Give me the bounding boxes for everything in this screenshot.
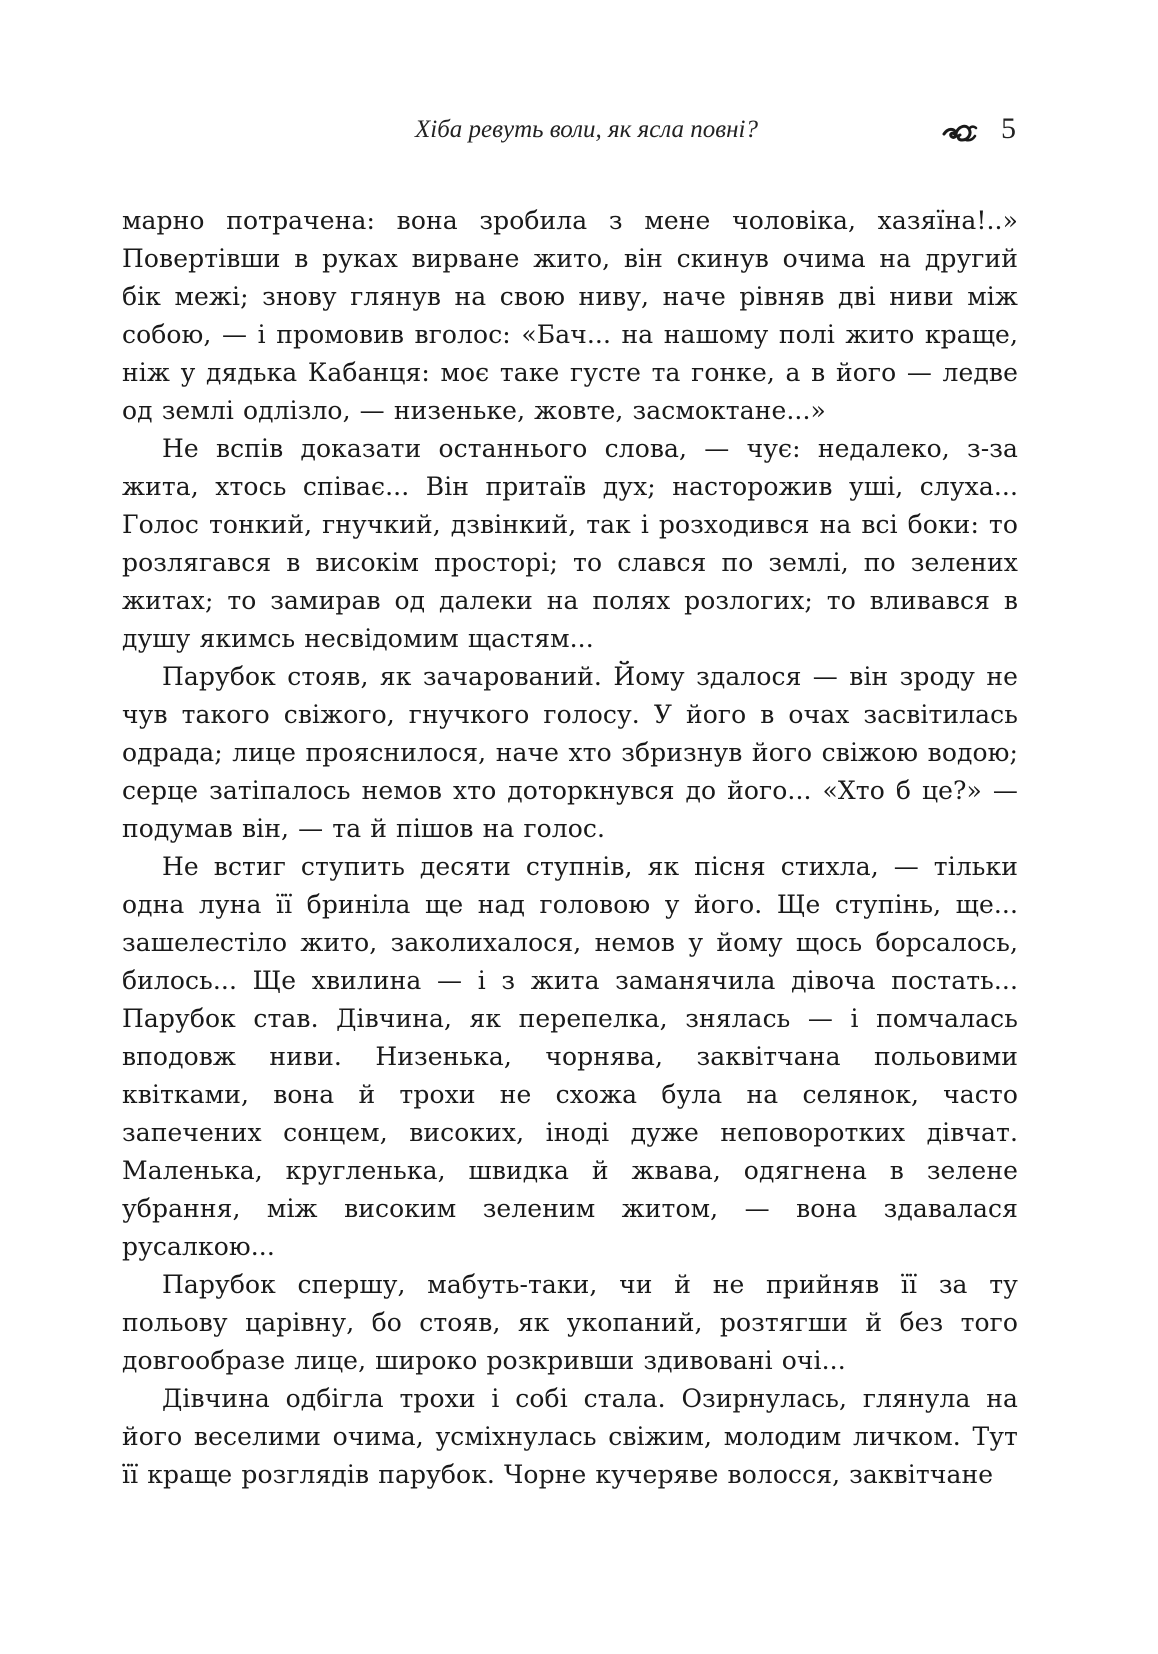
paragraph-1: марно потрачена: вона зробила з мене чоловіка, хазяїна!..» Повертівши в руках вирване жито, він скинув очима на другий бік межі; знову глянув на свою ниву, наче рівняв дві ниви між собою, — і промовив вголос: «Бач... на нашому полі жито краще, ніж у дядька Кабанця: моє таке густе та гонке, а в його — ледве од землі одлізло, — низеньке, жовте, засмоктане...» <box>122 206 1018 425</box>
paragraph-3: Парубок стояв, як зачарований. Йому здалося — він зроду не чув такого свіжого, гнучкого голосу. У його в очах засвітилась одрада; лице прояснилося, наче хто збризнув його свіжою водою; серце затіпалось немов хто доторкнувся до його... «Хто б це?» — подумав він, — та й пішов на голос. <box>122 662 1018 843</box>
fleuron-icon <box>942 120 978 144</box>
running-title: Хіба ревуть воли, як ясла повні? <box>414 116 758 143</box>
running-head <box>120 112 1018 152</box>
paragraph-6: Дівчина одбігла трохи і собі стала. Озирнулась, глянула на його веселими очима, усміхнулась свіжим, молодим личком. Тут її краще розглядів парубок. Чорне кучеряве волосся, заквітчане <box>122 1384 1018 1489</box>
page-number: 5 <box>1001 112 1016 145</box>
paragraph-4: Не встиг ступить десяти ступнів, як пісня стихла, — тільки одна луна її бриніла ще над головою у його. Ще ступінь, ще... зашелестіло жито, заколихалося, немов у йому щось борсалось, билось... Ще хвилина — і з жита заманячила дівоча постать... Парубок став. Дівчина, як перепелка, знялась — і помчалась вподовж ниви. Низенька, чорнява, заквітчана польовими квітками, вона й трохи не схожа була на селянок, часто запечених сонцем, високих, іноді дуже неповоротких дівчат. Маленька, кругленька, швидка й жвава, одягнена в зелене убрання, між високим зеленим житом, — вона здавалася русалкою... <box>122 852 1018 1261</box>
paragraph-5: Парубок спершу, мабуть-таки, чи й не прийняв її за ту польову царівну, бо стояв, як укопаний, розтягши й без того довгообразе лице, широко розкривши здивовані очі... <box>122 1270 1018 1375</box>
body-text <box>122 202 1018 1494</box>
paragraph-2: Не вспів доказати останнього слова, — чує: недалеко, з-за жита, хтось співає... Він притаїв дух; насторожив уші, слуха... Голос тонкий, гнучкий, дзвінкий, так і розходився на всі боки: то розлягався в високім просторі; то слався по землі, по зелених житах; то замирав од далеки на полях розлогих; то вливався в душу якимсь несвідомим щастям... <box>122 434 1018 653</box>
